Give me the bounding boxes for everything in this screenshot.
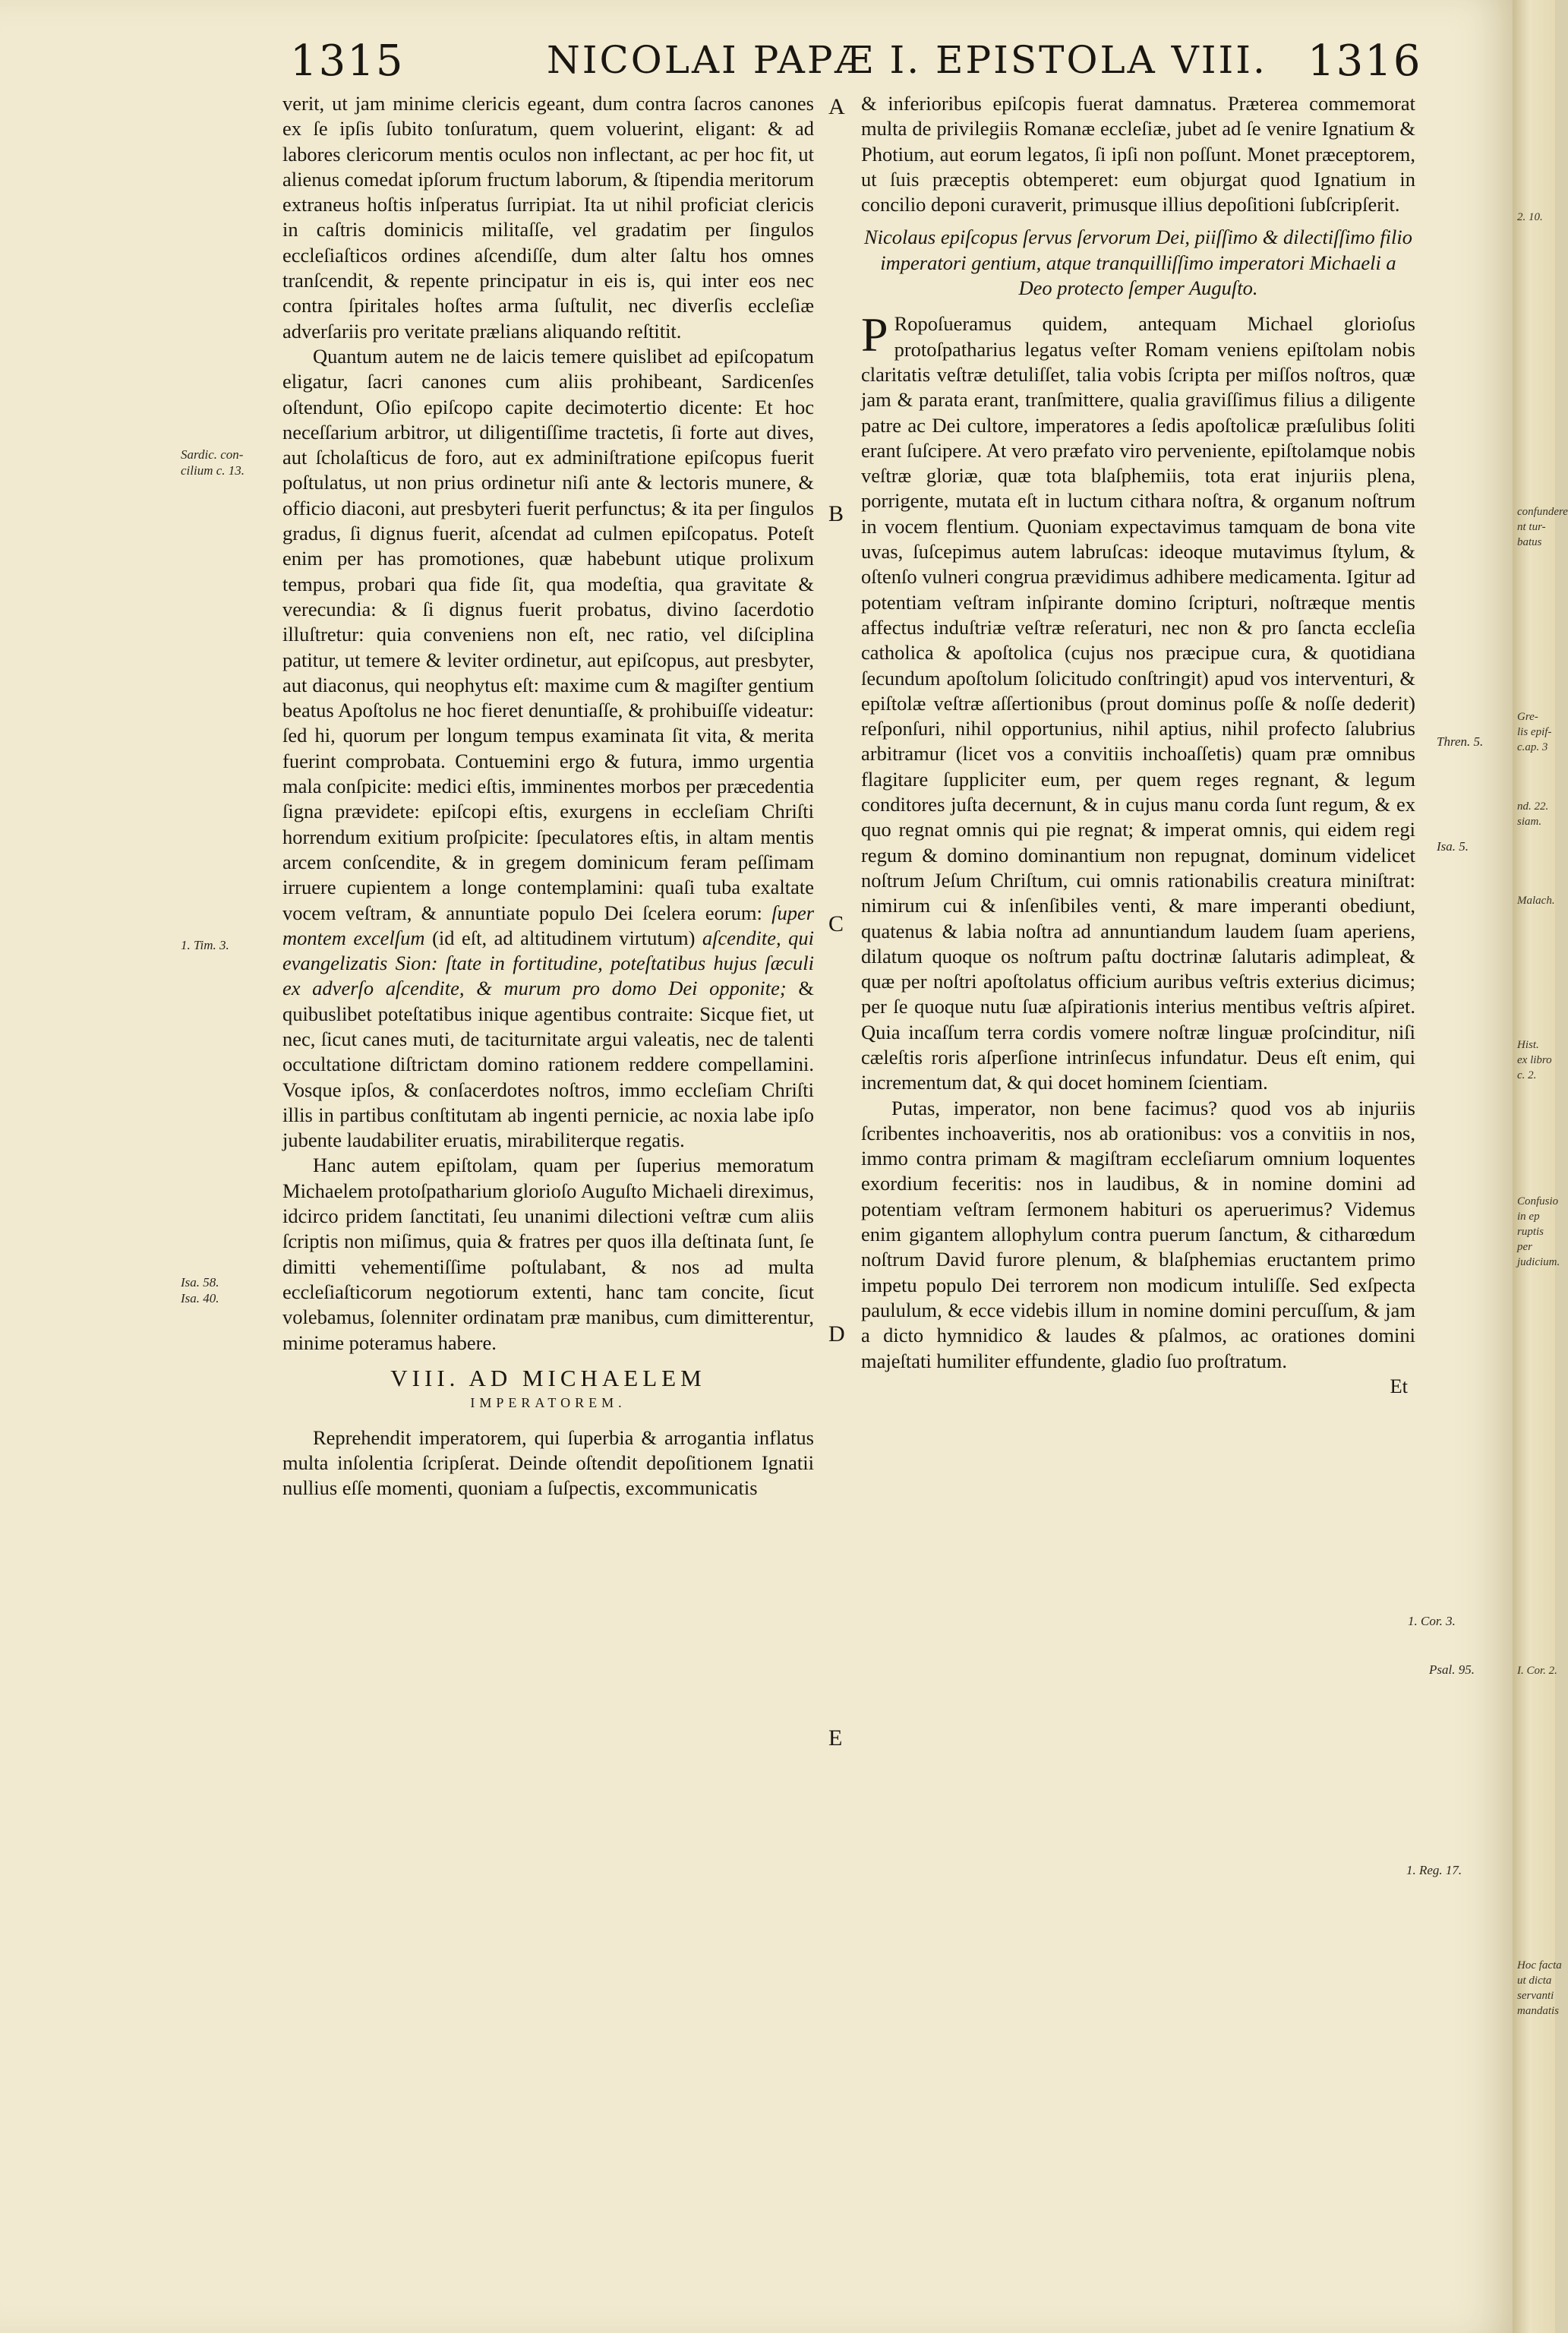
left-paragraph-2-end: & quibuslibet poteſtatibus inique agentibus contraite: Sicque fiet, ut nec, ſicut canes muti, de taciturnitate argui valeatis, nec de talenti occultatione diſtrictam domino rationem reddere compellamini. Vosque ipſos, & conſacerdotes noſtros, immo eccleſiam Chriſti illis in partibus conſtitutam ab ingenti pernicie, ac noxia labe ipſo jubente laudabiliter eruatis, mirabiliterque regatis. <box>282 977 814 1152</box>
edge-fragment-8: I. Cor. 2. <box>1517 1665 1557 1677</box>
section-letter-a: A <box>828 94 845 119</box>
letter-address: Nicolaus epiſcopus ſervus ſervorum Dei, piiſſimo & dilectiſſimo filio imperatori gentium, atque tranquilliſſimo imperatori Michaeli a Deo protecto ſemper Auguſto. <box>863 226 1413 300</box>
section-letter-b: B <box>828 501 844 526</box>
margin-note-isa5: Isa. 5. <box>1437 839 1469 854</box>
left-column <box>282 91 814 1501</box>
edge-fragment-6: Hist. ex libro c. 2. <box>1517 1039 1552 1081</box>
letter-summary: Reprehendit imperatorem, qui ſuperbia & arrogantia inflatus multa inſolentia ſcripſerat. Deinde oſtendit depoſitionem Ignatii nullius eſſe momenti, quoniam a ſuſpectis, excommunicatis <box>282 1425 814 1500</box>
margin-note-reg: 1. Reg. 17. <box>1406 1863 1462 1877</box>
left-paragraph-3: Hanc autem epiſtolam, quam per ſuperius memoratum Michaelem protoſpatharium glorioſo Auguſto Michaeli direximus, idcirco pridem ſanctitati, ſeu unanimi dilectioni veſtræ cum aliis ſcriptis non miſimus, quia & fratres per quos illa deſtinata ſunt, ſe dimitti vehementiſſime poſtulabant, & nos ad multa eccleſiaſticorum negotiorum extenti, hanc tam concite, ſicut volebamus, ſolenniter ordinatam præ manibus, cum dimitterentur, minime poteramus habere. <box>282 1154 814 1354</box>
left-quote-gloss: (id eſt, ad altitudinem virtutum) <box>432 926 696 949</box>
section-letter-c: C <box>828 911 844 936</box>
letter-heading: VIII. AD MICHAELEM <box>390 1364 706 1391</box>
margin-note-psal: Psal. 95. <box>1429 1662 1475 1677</box>
next-page-edge <box>1513 0 1568 2333</box>
margin-note-thren: Thren. 5. <box>1437 734 1484 749</box>
page-number-right: 1316 <box>1308 36 1422 86</box>
margin-note-isa: Isa. 58. Isa. 40. <box>181 1275 219 1305</box>
edge-fragment-7: Confusio in ep ruptis per judicium. <box>1517 1195 1560 1268</box>
edge-fragment-9: Hoc facta ut dicta servanti mandatis <box>1517 1959 1562 2017</box>
drop-capital: P <box>861 308 888 362</box>
summary-continued: & inferioribus epiſcopis fuerat damnatus. Præterea commemorat multa de privilegiis Romanæ eccleſiæ, jubet ad ſe venire Ignatium & Photium, aut eorum legatos, ſi ipſi non poſſunt. Monet præceptorem, ut ſuis præceptis obtemperet: eum objurgat quod Ignatium in concilio deponi curaverit, primusque illius depoſitioni ſubſcripſerit. <box>861 92 1415 216</box>
edge-fragment-3: Gre- lis epif- c.ap. 3 <box>1517 711 1552 753</box>
left-paragraph-2 <box>282 344 814 1154</box>
margin-note-sardic: Sardic. con- cilium c. 13. <box>181 447 245 478</box>
left-quote-italic: ſuper montem excelſum <box>282 901 815 949</box>
right-paragraph-1 <box>861 308 1415 1095</box>
section-letter-e: E <box>828 1725 843 1751</box>
right-column <box>861 91 1415 1399</box>
left-paragraph-1: verit, ut jam minime clericis egeant, dum contra ſacros canones ex ſe ipſis ſubito tonſuratum, quem voluerint, eligant: & ad labores clericorum mentis oculos non inflectant, ac per hoc fit, ut alienus comedat ipſorum fructum laborum, & ſtipendia meritorum extraneus hoſtis inſperatus ſurripiat. Ita ut nihil proficiat clericis in caſtris dominicis militaſſe, vel gradatim per ſingulos eccleſiaſticos ordines aſcendiſſe, dum alter ſaltu hos omnes tranſcendit, & repente principatur in eis is, qui inter eos nec contra ſpiritales hoſtes arma ſuſtulit, nec diverſis eccleſiæ adverſariis pro veritate prælians aliquando reſtitit. <box>282 92 814 343</box>
left-paragraph-2-text: Quantum autem ne de laicis temere quislibet ad epiſcopatum eligatur, ſacri canones cum aliis prohibeant, Sardicenſes oſtendunt, Oſio epiſcopo capite decimotertio dicente: Et hoc neceſſarium arbitror, ut diligentiſſime tractetis, ſi forte aut dives, aut ſcholaſticus de foro, aut ex adminiſtratione epiſcopus fuerit poſtulatus, ut non prius ordinetur niſi ante & lectoris munere, & officio diaconi, aut presbyteri fuerit perfunctus; & ita per ſingulos gradus, ſi dignus fuerit, aſcendat ad culmen epiſcopatus. Poteſt enim per has promotiones, quæ habebunt utique prolixum tempus, probari qua fide ſit, qua modeſtia, qua gravitate & verecundia: & ſi dignus fuerit probatus, divino ſacerdotio illuſtretur: quia conveniens non eſt, nec ratio, vel diſciplina patitur, ut temere & leviter ordinetur, aut epiſcopus, aut presbyter, aut diaconus, qui neophytus eſt: maxime cum & magiſter gentium beatus Apoſtolus ne hoc fieret denuntiaſſe, & prohibuiſſe videatur: ſed hi, quorum per longum tempus examinata ſit vita, & merita fuerint comprobata. Contuemini ergo & futura, immo urgentia mala conſpicite: medici eſtis, imminentes morbos per præcedentia ſigna prævidete: epiſcopi eſtis, exurgens in eccleſiam Chriſti horrendum exitium proſpicite: ſpeculatores eſtis, in altam mentis arcem conſcendite, & in gregem dominicum feram peſſimam irruere cupientem a longe contemplamini: quaſi tuba exaltate vocem veſtram, & annuntiate populo Dei ſcelera eorum: <box>282 344 814 924</box>
edge-fragment-4: nd. 22. siam. <box>1517 800 1549 828</box>
section-letter-d: D <box>828 1321 845 1346</box>
catchword: Et <box>1390 1374 1408 1397</box>
page-number-left: 1315 <box>290 36 405 86</box>
margin-note-cor: 1. Cor. 3. <box>1408 1614 1456 1628</box>
running-title: NICOLAI PAPÆ I. EPISTOLA VIII. <box>547 38 1267 82</box>
right-paragraph-1-text: Ropoſueramus quidem, antequam Michael glorioſus protoſpatharius legatus veſter Romam veniens epiſtolam nobis claritatis veſtræ detuliſſet, talia vobis ſcripta per miſſos noſtros, quæ jam & parata erant, tranſmittere, qualia graviſſimus filius a diligente patre ac Dei cultore, imperatores a ſedis apoſtolicæ præſulibus ſoliti erant ſuſcipere. At vero præfato viro perveniente, epiſtolamque nobis veſtræ gloriæ, quæ tota blaſphemiis, tota erat injuriis plena, porrigente, mutata eſt in luctum cithara noſtra, & organum noſtrum in vocem flentium. Quoniam expectavimus tamquam de bona vite uvas, ſuſcepimus autem labruſcas: ideoque mutavimus ſtylum, & oſtenſo vulneri congrua prævidimus adhibere medicamenta. Igitur ad potentiam veſtram inſpirante domino ſcripturi, noſtræque mentis affectus induſtriæ veſtræ reſeraturi, nec non & pro ſancta eccleſia catholica & apoſtolica (cujus nos præcipue cura, & quotidiana ſecundum apoſtolum ſolicitudo conſtringit) apud vos interventuri, & epiſtolæ veſtræ aſſertionibus (prout dominus poſſe & noſſe dederit) reſponſuri, nihil opportunius, nihil aptius, nihil profecto ſalubrius arbitramur (licet vos a convitiis inchoaſſetis) quam præ omnibus flagitare ſuppliciter eum, per quem reges regnant, & legum conditores juſta decernunt, & in cujus manu corda ſunt regum, & ex quo regnat omnis qui pie regnat; & imperat omnis, qui eidem regi regum & domino dominantium non repugnat, dominum videlicet noſtrum Jeſum Chriſtum, cui omnis rationabilis creatura miniſtrat: nimirum cui & inſenſibiles venti, & mare imperanti obediunt, quatenus & labia noſtra ad annuntiandum laudem ſuam aperiens, dilatum quoque os noſtrum paſtu doctrinæ ſalutaris adimpleat, & quæ per noſtri apoſtolatus officium auribus veſtris exterius dicimus; per ſe quoque nutu ſuæ aſpirationis interius mentibus veſtris aſpiret. Quia incaſſum terra cordis vomere noſtræ linguæ proſcinditur, niſi cæleſtis roris aſperſione intrinſecus infundatur. Deus eſt enim, qui incrementum dat, & qui docet hominem ſcientiam. <box>861 312 1415 1094</box>
edge-fragment-1: 2. 10. <box>1517 211 1543 223</box>
page-header <box>289 36 1503 90</box>
left-quote-italic-2: aſcendite, qui evangelizatis Sion: ſtate in fortitudine, poteſtatibus hujus ſæculi ex adverſo aſcendite, & murum pro domo Dei opponite; <box>282 926 815 1000</box>
edge-fragment-2: confundere nt tur- batus <box>1517 506 1568 548</box>
margin-note-tim: 1. Tim. 3. <box>181 938 229 952</box>
letter-subheading: IMPERATOREM. <box>470 1394 626 1410</box>
right-paragraph-2: Putas, imperator, non bene facimus? quod vos ab injuriis ſcribentes inchoaveritis, nos ab orationibus: vos a convitiis in nos, immo contra primam & magiſtram eccleſiarum omnium loquentes exordium feceritis: nos in laudibus, & in nomine domini ad potentiam veſtram ſermonem habituri os aperuerimus? Videmus enim gigantem allophylum contra puerum ſanctum, & citharœdum noſtrum David furore plenum, & blaſphemias eructantem primo impetu populo Dei terrorem non modicum intuliſſe. Sed exſpecta paululum, & ecce videbis illum in nomine domini percuſſum, & jam a dicto hymnidico & laudes & pſalmos, ac orationes domini majeſtati humiliter effundente, gladio ſuo proſtratum. <box>861 1096 1415 1372</box>
edge-fragment-5: Malach. <box>1517 895 1555 907</box>
